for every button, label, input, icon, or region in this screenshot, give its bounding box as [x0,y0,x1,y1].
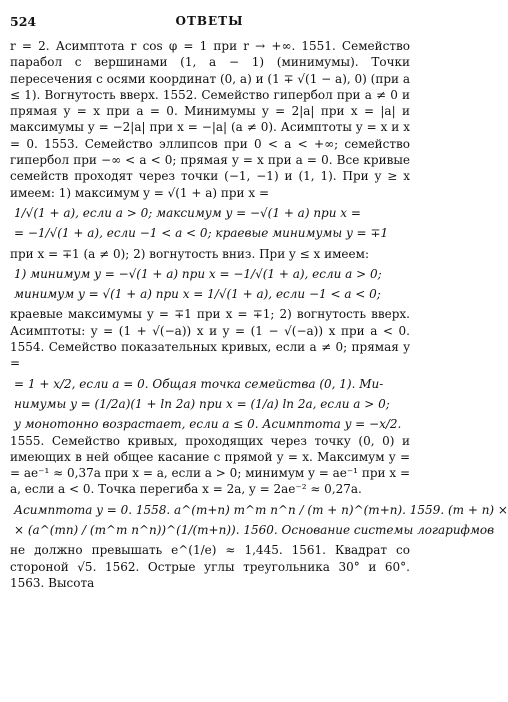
formula-line: минимум y = √(1 + a) при x = 1/√(1 + a), если −1 < a < 0; [14,287,381,302]
paragraph: r = 2. Асимптота r cos φ = 1 при r → +∞. 1551. Семейство парабол с вершинами (1, a − 1) (минимумы). Точки пересечения с осями координат (0, a) и (1 ∓ √(1 − a), 0) (при a ≤ 1). Вогнутость вверх. 1552. Семейство гипербол при a ≠ 0 и прямая y = x при a = 0. Минимумы y = 2|a| при x = |a| и максимумы y = −2|a| при x = −|a| (a ≠ 0). Асимптоты y = x и x = 0. 1553. Семейство эллипсов при 0 < a < +∞; семейство гипербол при −∞ < a < 0; прямая y = x при a = 0. Все кривые семейств проходят через точки (−1, −1) и (1, 1). При y ≥ x имеем: 1) максимум y = √(1 + a) при x = [10,39,410,200]
page-header [0,14,419,32]
formula-line: = −1/√(1 + a), если −1 < a < 0; краевые минимумы y = ∓1 [14,226,389,241]
answers-text [10,38,508,591]
paragraph: 1555. Семейство кривых, проходящих через точку (0, 0) и имеющих в ней общее касание с прямой y = x. Максимум y = = ae⁻¹ ≈ 0,37a при x = a, если a > 0; минимум y = ae⁻¹ при x = a, если a < 0. Точка перегиба x = 2a, y = 2ae⁻² ≈ 0,27a. [10,433,410,497]
formula-line: нимумы y = (1/2a)(1 + ln 2a) при x = (1/a) ln 2a, если a > 0; [14,396,390,411]
running-title: ОТВЕТЫ [175,14,244,28]
page-number: 524 [10,14,37,29]
formula-line: 1) минимум y = −√(1 + a) при x = −1/√(1 + a), если a > 0; [14,266,382,281]
paragraph: краевые максимумы y = ∓1 при x = ∓1; 2) вогнутость вверх. Асимптоты: y = (1 + √(−a)) x и y = (1 − √(−a)) x при a < 0. 1554. Семейство показательных кривых, если a ≠ 0; прямая y = [10,307,410,371]
paragraph: не должно превышать e^(1/e) ≈ 1,445. 1561. Квадрат со стороной √5. 1562. Острые углы треугольника 30° и 60°. 1563. Высота [10,543,410,590]
formula-line: y монотонно возрастает, если a ≤ 0. Асимптота y = −x/2. [14,417,402,432]
formula-line: 1/√(1 + a), если a > 0; максимум y = −√(1 + a) при x = [14,205,361,220]
paragraph: при x = ∓1 (a ≠ 0); 2) вогнутость вниз. При y ≤ x имеем: [10,246,370,261]
formula-line: Асимптота y = 0. 1558. a^(m+n) m^m n^n / (m + n)^(m+n). 1559. (m + n) × [14,502,508,517]
formula-line: × (a^(mn) / (m^m n^n))^(1/(m+n)). 1560. Основание системы логарифмов [14,523,495,538]
formula-line: = 1 + x/2, если a = 0. Общая точка семейства (0, 1). Ми- [14,376,384,391]
